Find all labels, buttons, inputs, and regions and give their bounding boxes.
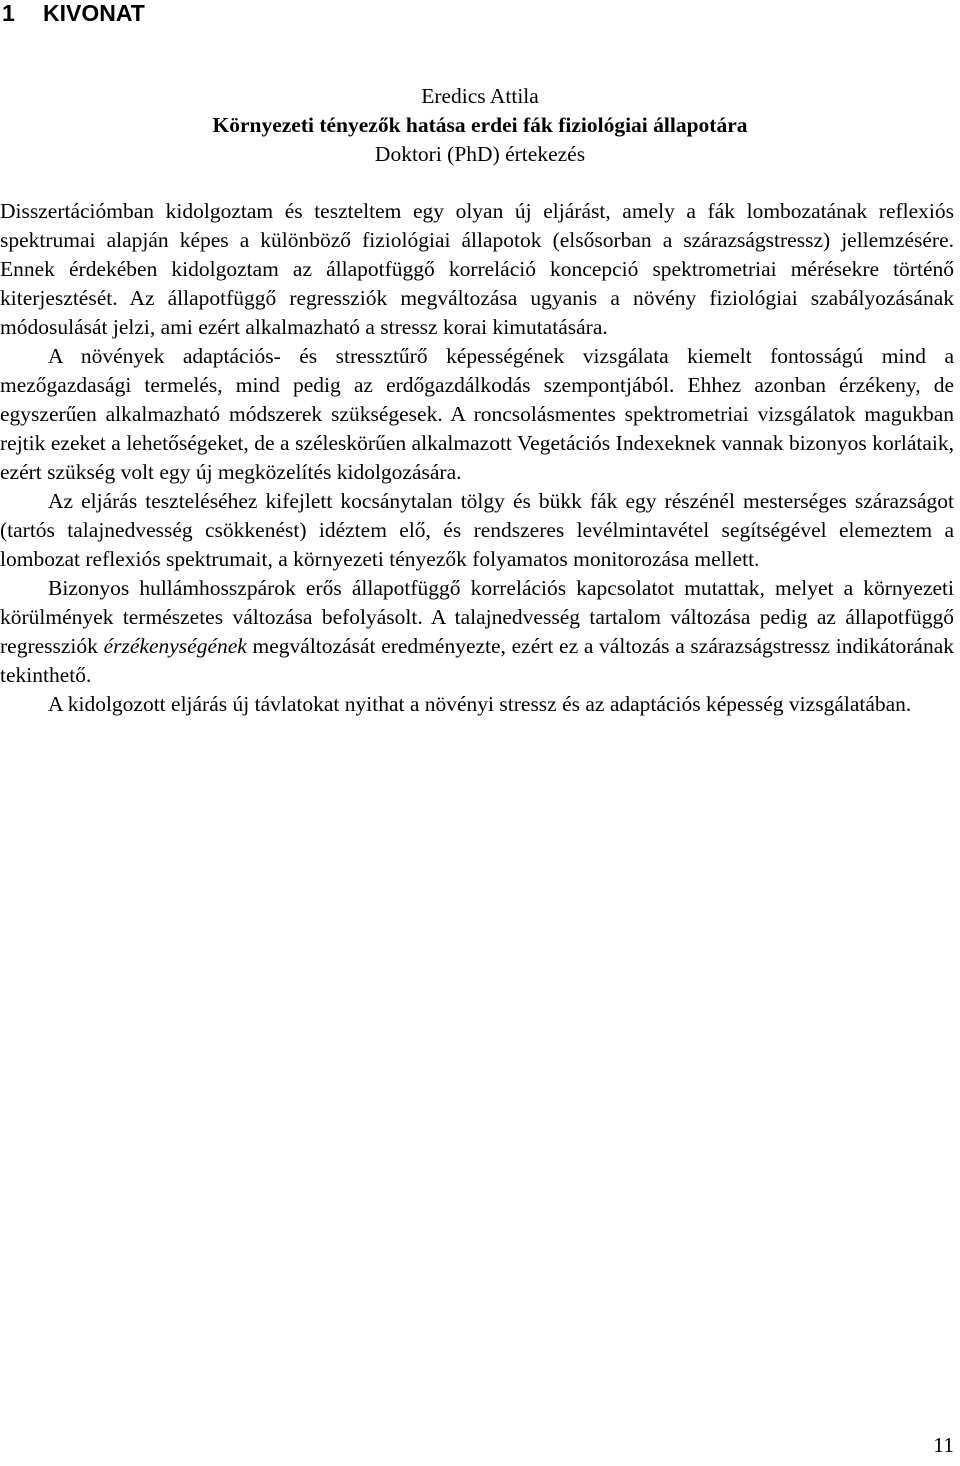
paragraph-4-emphasis: érzékenységének xyxy=(103,634,247,658)
section-title: KIVONAT xyxy=(43,0,145,26)
paragraph-4-text-end: megváltozását eredményezte, ezért ez a változás a szárazságstressz indikátorának tekinthető. xyxy=(0,634,954,687)
thesis-title-block xyxy=(0,82,960,169)
abstract-paragraph-1: Disszertációmban kidolgoztam és teszteltem egy olyan új eljárást, amely a fák lombozatának reflexiós spektrumai alapján képes a különböző fiziológiai állapotok (elsősorban a szárazságstressz) jellemzésére. Ennek érdekében kidolgoztam az állapotfüggő korreláció koncepció spektrometriai mérésekre történő kiterjesztését. Az állapotfüggő regressziók megváltozása ugyanis a növény fiziológiai szabályozásának módosulását jelzi, ami ezért alkalmazható a stressz korai kimutatására. xyxy=(0,199,954,339)
page-number: 11 xyxy=(933,1433,954,1457)
section-number: 1 xyxy=(2,0,15,26)
paragraph-4-text-start: Bizonyos hullámhosszpárok erős állapotfüggő korrelációs kapcsolatot mutattak, melyet a környezeti körülmények természetes változása befolyásolt. A talajnedvesség tartalom változása pedig az állapotfüggő regressziók xyxy=(0,576,954,658)
abstract-paragraph-4 xyxy=(0,574,954,690)
abstract-paragraph-5: A kidolgozott eljárás új távlatokat nyithat a növényi stressz és az adaptációs képesség vizsgálatában. xyxy=(48,692,912,716)
abstract-paragraph-2: A növények adaptációs- és stressztűrő képességének vizsgálata kiemelt fontosságú mind a mezőgazdasági termelés, mind pedig az erdőgazdálkodás szempontjából. Ehhez azonban érzékeny, de egyszerűen alkalmazható módszerek szükségesek. A roncsolásmentes spektrometriai vizsgálatok magukban rejtik ezeket a lehetőségeket, de a széleskörűen alkalmazott Vegetációs Indexeknek vannak bizonyos korlátaik, ezért szükség volt egy új megközelítés kidolgozására. xyxy=(0,344,954,484)
section-heading xyxy=(2,0,145,27)
abstract-body xyxy=(0,197,954,719)
thesis-type: Doktori (PhD) értekezés xyxy=(374,142,586,166)
thesis-author: Eredics Attila xyxy=(421,84,539,108)
abstract-paragraph-3: Az eljárás teszteléséhez kifejlett kocsánytalan tölgy és bükk fák egy részénél mesterséges szárazságot (tartós talajnedvesség csökkenést) idéztem elő, és rendszeres levélmintavétel segítségével elemeztem a lombozat reflexiós spektrumait, a környezeti tényezők folyamatos monitorozása mellett. xyxy=(0,489,954,571)
thesis-title: Környezeti tényezők hatása erdei fák fiziológiai állapotára xyxy=(212,113,748,137)
